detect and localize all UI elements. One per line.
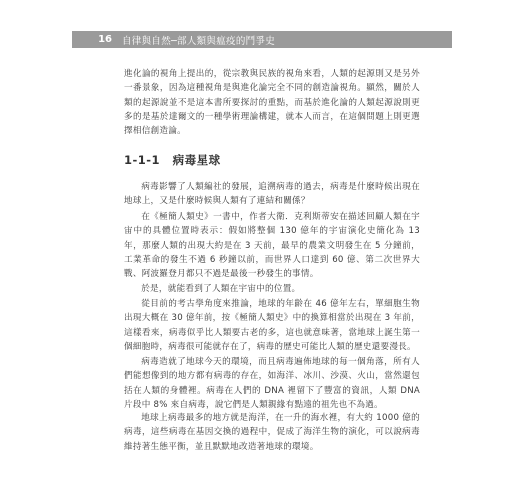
intro-paragraph: 進化論的視角上提出的，從宗教與民族的視角來看，人類的起源則又是另外一番景象，因為這種視角是與進化論完全不同的創造論視角。顯然，關於人類的起源說並不是這本書所要探討的重點，而基於進化論的人類起源說則更多的是基於達爾文的一種學術理論構建，就本人而言，在這個問題上則更選擇相信創造論。 <box>124 69 420 137</box>
running-title: 自律與自然─部人類與瘟疫的鬥爭史 <box>122 35 276 47</box>
body-paragraph: 在《極簡人類史》一書中，作者大衛．克利斯蒂安在描述回顧人類在宇宙中的具體位置時表示：假如將整個 130 億年的宇宙演化史簡化為 13 年，那麼人類的出現大約是在 3 天前，最早的農業文明發生在 5 分鐘前，工業革命的發生不過 6 秒鐘以前，而世界人口達到 60 億、第二次世界大戰、阿波羅登月都只不過是最後一秒發生的事情。 <box>124 212 420 280</box>
body-paragraph: 病毒影響了人類編社的發展，追溯病毒的過去，病毒是什麼時候出現在地球上，又是什麼時候與人類有了連結和關係？ <box>124 182 420 207</box>
section-number: 1-1-1 <box>124 153 161 167</box>
body-paragraph: 地球上病毒最多的地方就是海洋，在一升的海水裡，有大約 1000 億的病毒，這些病毒在基因交換的過程中，促成了海洋生物的演化，可以說病毒維持著生態平衡，並且默默地改造著地球的環境。 <box>124 413 420 452</box>
running-header <box>72 31 452 48</box>
body-paragraph: 病毒造就了地球今天的環境，而且病毒遍佈地球的每一個角落，所有人們能想像到的地方都有病毒的存在，如海洋、冰川、沙漠、火山，當然還包括在人類的身體裡。病毒在人們的 DNA 裡留下了豐富的資訊，人類 DNA 片段中 8% 來自病毒，說它們是人類親緣有點遠的祖先也不為過。 <box>124 357 420 410</box>
section-heading <box>124 152 420 168</box>
section-title: 病毒星球 <box>172 153 221 167</box>
body-paragraph: 從目前的考古學角度來推論，地球的年齡在 46 億年左右，單細胞生物出現大概在 30 億年前，按《極簡人類史》中的換算相當於出現在 3 年前，這樣看來，病毒似乎比人類要古老的多，這也就意味著，當地球上誕生第一個細胞時，病毒很可能就存在了，病毒的歷史可能比人類的歷史還要漫長。 <box>124 299 420 352</box>
page-number: 16 <box>98 34 112 45</box>
body-paragraph: 於是，就能看到了人類在宇宙中的位置。 <box>141 284 301 294</box>
